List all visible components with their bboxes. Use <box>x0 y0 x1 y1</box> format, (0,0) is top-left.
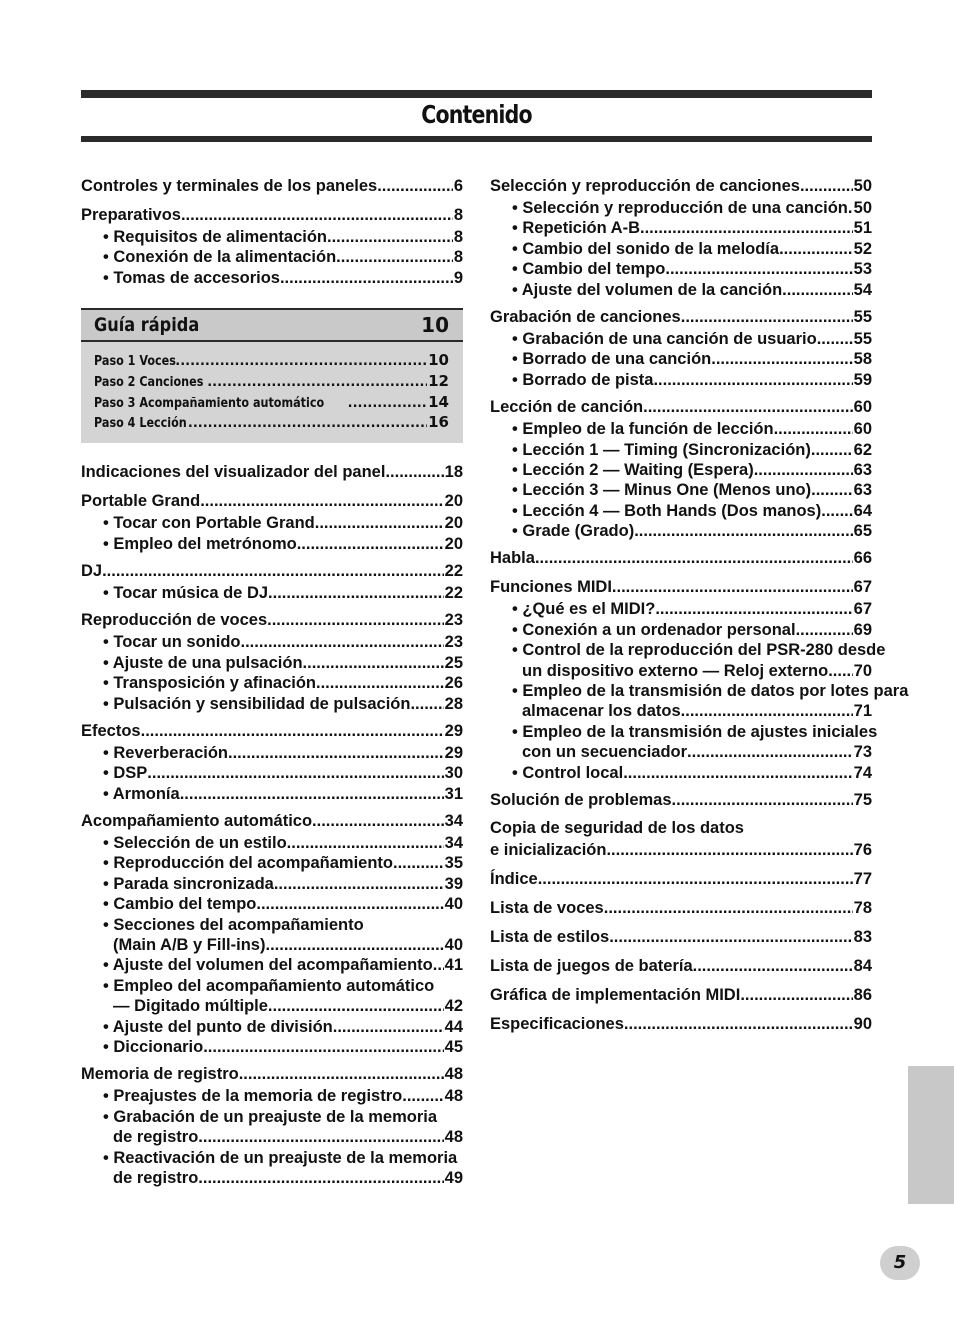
toc-section[interactable]: Reproducción de voces ..... 23 • Tocar un sonido ..... 23 • Ajuste de una pulsación ..... 25 • Transposición y afinación ..... 26 • Pulsación y sensibilidad de pulsación ..... 28 <box>81 609 463 714</box>
toc-subitem[interactable]: • Cambio del tempo ..... 53 <box>512 259 872 279</box>
toc-subitem[interactable]: • Lección 4 — Both Hands (Dos manos) ..... 64 <box>512 501 872 521</box>
toc-subitem[interactable]: • Preajustes de la memoria de registro ..... 48 <box>103 1086 463 1106</box>
toc-subitem[interactable]: • Repetición A-B ..... 51 <box>512 218 872 238</box>
quick-guide-title: Guía rápida <box>94 314 200 337</box>
toc-section[interactable]: Indicaciones del visualizador del panel ..... 18 <box>81 461 463 484</box>
toc-section[interactable]: Funciones MIDI ..... 67 • ¿Qué es el MIDI? ..... 67 • Conexión a un ordenador personal ..... 69 • Control de la reproducción del PSR-280 desde un dispositivo externo — Reloj externo ..... 70 • Empleo de la transmisión de datos por lotes para almacenar los datos ..... 71 • Empleo de la transmisión de ajustes iniciales con un secuenciador ..... 73 • Control local ..... 74 <box>490 576 872 783</box>
toc-subitem[interactable]: • Empleo del metrónomo ..... 20 <box>103 534 463 554</box>
toc-subitem[interactable]: • Grabación de una canción de usuario ..... 55 <box>512 329 872 349</box>
toc-subitem[interactable]: • Secciones del acompañamiento <box>103 915 364 934</box>
toc-subitem[interactable]: • Empleo de la transmisión de datos por lotes para <box>512 682 909 701</box>
toc-subitem-continued[interactable]: de registro ..... 49 <box>103 1168 463 1188</box>
toc-subitem[interactable]: • Ajuste del volumen de la canción ..... 54 <box>512 280 872 300</box>
toc-subitem[interactable]: • Control local ..... 74 <box>512 763 872 783</box>
toc-subitem[interactable]: • Parada sincronizada ..... 39 <box>103 874 463 894</box>
toc-subitem[interactable]: • Armonía ..... 31 <box>103 784 463 804</box>
toc-subitem[interactable]: • Empleo de la función de lección ..... 60 <box>512 419 872 439</box>
toc-section[interactable]: Lección de canción ..... 60 • Empleo de la función de lección ..... 60 • Lección 1 — Timing (Sincronización) ..... 62 • Lección 2 — Waiting (Espera) ..... 63 • Lección 3 — Minus One (Menos uno) ..... 63 • Lección 4 — Both Hands (Dos manos) ..... 64 • Grade (Grado) ..... 65 <box>490 396 872 541</box>
toc-subitem[interactable]: • Reverberación ..... 29 <box>103 743 463 763</box>
toc-subitem[interactable]: • Conexión de la alimentación ..... 8 <box>103 247 463 267</box>
toc-subitem-continued[interactable]: de registro ..... 48 <box>103 1127 463 1147</box>
quick-guide-page: 10 <box>421 313 449 338</box>
toc-section[interactable]: Grabación de canciones ..... 55 • Grabación de una canción de usuario ..... 55 • Borrado de una canción ..... 58 • Borrado de pista ..... 59 <box>490 306 872 390</box>
toc-section[interactable]: Efectos ..... 29 • Reverberación ..... 29 • DSP ..... 30 • Armonía ..... 31 <box>81 720 463 804</box>
toc-subitem[interactable]: • Ajuste del volumen del acompañamiento ..... 41 <box>103 955 463 975</box>
toc-subitem[interactable]: • Selección y reproducción de una canción ..... 50 <box>512 198 872 218</box>
toc-section[interactable]: Portable Grand ..... 20 • Tocar con Portable Grand ..... 20 • Empleo del metrónomo ..... 20 <box>81 490 463 554</box>
toc-subitem[interactable]: • Ajuste de una pulsación ..... 25 <box>103 653 463 673</box>
toc-section[interactable]: Solución de problemas ..... 75 <box>490 789 872 812</box>
toc-section[interactable]: Lista de estilos ..... 83 <box>490 926 872 949</box>
toc-section[interactable]: Gráfica de implementación MIDI ..... 86 <box>490 984 872 1007</box>
toc-subitem[interactable]: • Tocar un sonido ..... 23 <box>103 632 463 652</box>
toc-section[interactable]: Controles y terminales de los paneles ..... 6 <box>81 175 463 198</box>
toc-section[interactable]: Índice ..... 77 <box>490 868 872 891</box>
quick-guide-box <box>81 308 463 443</box>
quick-guide-item[interactable]: Paso 3 Acompañamiento automático ..... 14 <box>94 392 449 413</box>
toc-subitem[interactable]: • Tocar música de DJ ..... 22 <box>103 583 463 603</box>
toc-subitem[interactable]: • Lección 2 — Waiting (Espera) ..... 63 <box>512 460 872 480</box>
toc-subitem-continued[interactable]: con un secuenciador ..... 73 <box>512 742 872 762</box>
toc-subitem[interactable]: • DSP ..... 30 <box>103 763 463 783</box>
toc-subitem-continued[interactable]: un dispositivo externo — Reloj externo ..... 70 <box>512 661 872 681</box>
toc-section[interactable]: Selección y reproducción de canciones ..... 50 • Selección y reproducción de una canción ..... 50 • Repetición A-B ..... 51 • Cambio del sonido de la melodía ..... 52 • Cambio del tempo ..... 53 • Ajuste del volumen de la canción ..... 54 <box>490 175 872 300</box>
toc-subitem[interactable]: • Control de la reproducción del PSR-280 desde <box>512 641 886 660</box>
page-number: 5 <box>880 1246 920 1280</box>
toc-section[interactable]: Copia de seguridad de los datos e inicialización ..... 76 <box>490 818 872 862</box>
toc-subitem[interactable]: • Tocar con Portable Grand ..... 20 <box>103 513 463 533</box>
toc-subitem[interactable]: • Requisitos de alimentación ..... 8 <box>103 227 463 247</box>
title-rule-top <box>81 90 872 98</box>
toc-subitem[interactable]: • Ajuste del punto de división ..... 44 <box>103 1017 463 1037</box>
toc-subitem-continued[interactable]: (Main A/B y Fill-ins) ..... 40 <box>103 935 463 955</box>
toc-right-column <box>490 175 909 1042</box>
toc-subitem[interactable]: • Grade (Grado) ..... 65 <box>512 521 872 541</box>
toc-subitem[interactable]: • Cambio del tempo ..... 40 <box>103 894 463 914</box>
quick-guide-item[interactable]: Paso 1 Voces ..... 10 <box>94 350 449 371</box>
toc-section[interactable]: Acompañamiento automático ..... 34 • Selección de un estilo ..... 34 • Reproducción del acompañamiento ..... 35 • Parada sincronizada ..... 39 • Cambio del tempo ..... 40 • Secciones del acompañamiento (Main A/B y Fill-ins) ..... 40 • Ajuste del volumen del acompañamiento ..... 41 • Empleo del acompañamiento automático — Digitado múltiple ..... 42 • Ajuste del punto de división ..... 44 • Diccionario ..... 45 <box>81 810 463 1057</box>
toc-section[interactable]: Lista de juegos de batería ..... 84 <box>490 955 872 978</box>
toc-subitem[interactable]: • Lección 1 — Timing (Sincronización) ..... 62 <box>512 440 872 460</box>
toc-subitem[interactable]: • Lección 3 — Minus One (Menos uno) ..... 63 <box>512 480 872 500</box>
toc-section[interactable]: Habla ..... 66 <box>490 547 872 570</box>
quick-guide-item[interactable]: Paso 4 Lección ..... 16 <box>94 412 449 433</box>
toc-section[interactable]: DJ ..... 22 • Tocar música de DJ ..... 22 <box>81 560 463 603</box>
toc-subitem-continued[interactable]: — Digitado múltiple ..... 42 <box>103 996 463 1016</box>
toc-subitem[interactable]: • Borrado de pista ..... 59 <box>512 370 872 390</box>
page-title: Contenido <box>421 100 532 129</box>
toc-subitem[interactable]: • Transposición y afinación ..... 26 <box>103 673 463 693</box>
toc-subitem[interactable]: • Selección de un estilo ..... 34 <box>103 833 463 853</box>
toc-subitem[interactable]: • Cambio del sonido de la melodía ..... 52 <box>512 239 872 259</box>
quick-guide-header[interactable] <box>81 308 463 342</box>
toc-left-column <box>81 175 463 1194</box>
toc-subitem[interactable]: • Borrado de una canción ..... 58 <box>512 349 872 369</box>
title-rule-bottom <box>81 136 872 142</box>
toc-subitem[interactable]: • Conexión a un ordenador personal ..... 69 <box>512 620 872 640</box>
toc-subitem-continued[interactable]: almacenar los datos ..... 71 <box>512 701 872 721</box>
toc-subitem[interactable]: • Diccionario ..... 45 <box>103 1037 463 1057</box>
toc-section[interactable]: Lista de voces ..... 78 <box>490 897 872 920</box>
toc-section[interactable]: Preparativos ..... 8 • Requisitos de alimentación ..... 8 • Conexión de la alimentación ..... 8 • Tomas de accesorios ..... 9 <box>81 204 463 288</box>
toc-subitem[interactable]: • Reproducción del acompañamiento ..... 35 <box>103 853 463 873</box>
toc-subitem[interactable]: • Grabación de un preajuste de la memoria <box>103 1107 438 1126</box>
toc-subitem[interactable]: • Empleo de la transmisión de ajustes iniciales <box>512 722 878 741</box>
toc-section[interactable]: Especificaciones ..... 90 <box>490 1013 872 1036</box>
toc-subitem[interactable]: • ¿Qué es el MIDI? ..... 67 <box>512 599 872 619</box>
chapter-side-tab <box>908 1066 954 1204</box>
toc-subitem[interactable]: • Reactivación de un preajuste de la memoria <box>103 1148 458 1167</box>
quick-guide-item[interactable]: Paso 2 Canciones ..... 12 <box>94 371 449 392</box>
toc-subitem[interactable]: • Tomas de accesorios ..... 9 <box>103 268 463 288</box>
toc-subitem[interactable]: • Pulsación y sensibilidad de pulsación ..... 28 <box>103 694 463 714</box>
toc-section[interactable]: Memoria de registro ..... 48 • Preajustes de la memoria de registro ..... 48 • Grabación de un preajuste de la memoria de registro ..... 48 • Reactivación de un preajuste de la memoria de registro ..... 49 <box>81 1063 463 1188</box>
toc-subitem[interactable]: • Empleo del acompañamiento automático <box>103 976 435 995</box>
